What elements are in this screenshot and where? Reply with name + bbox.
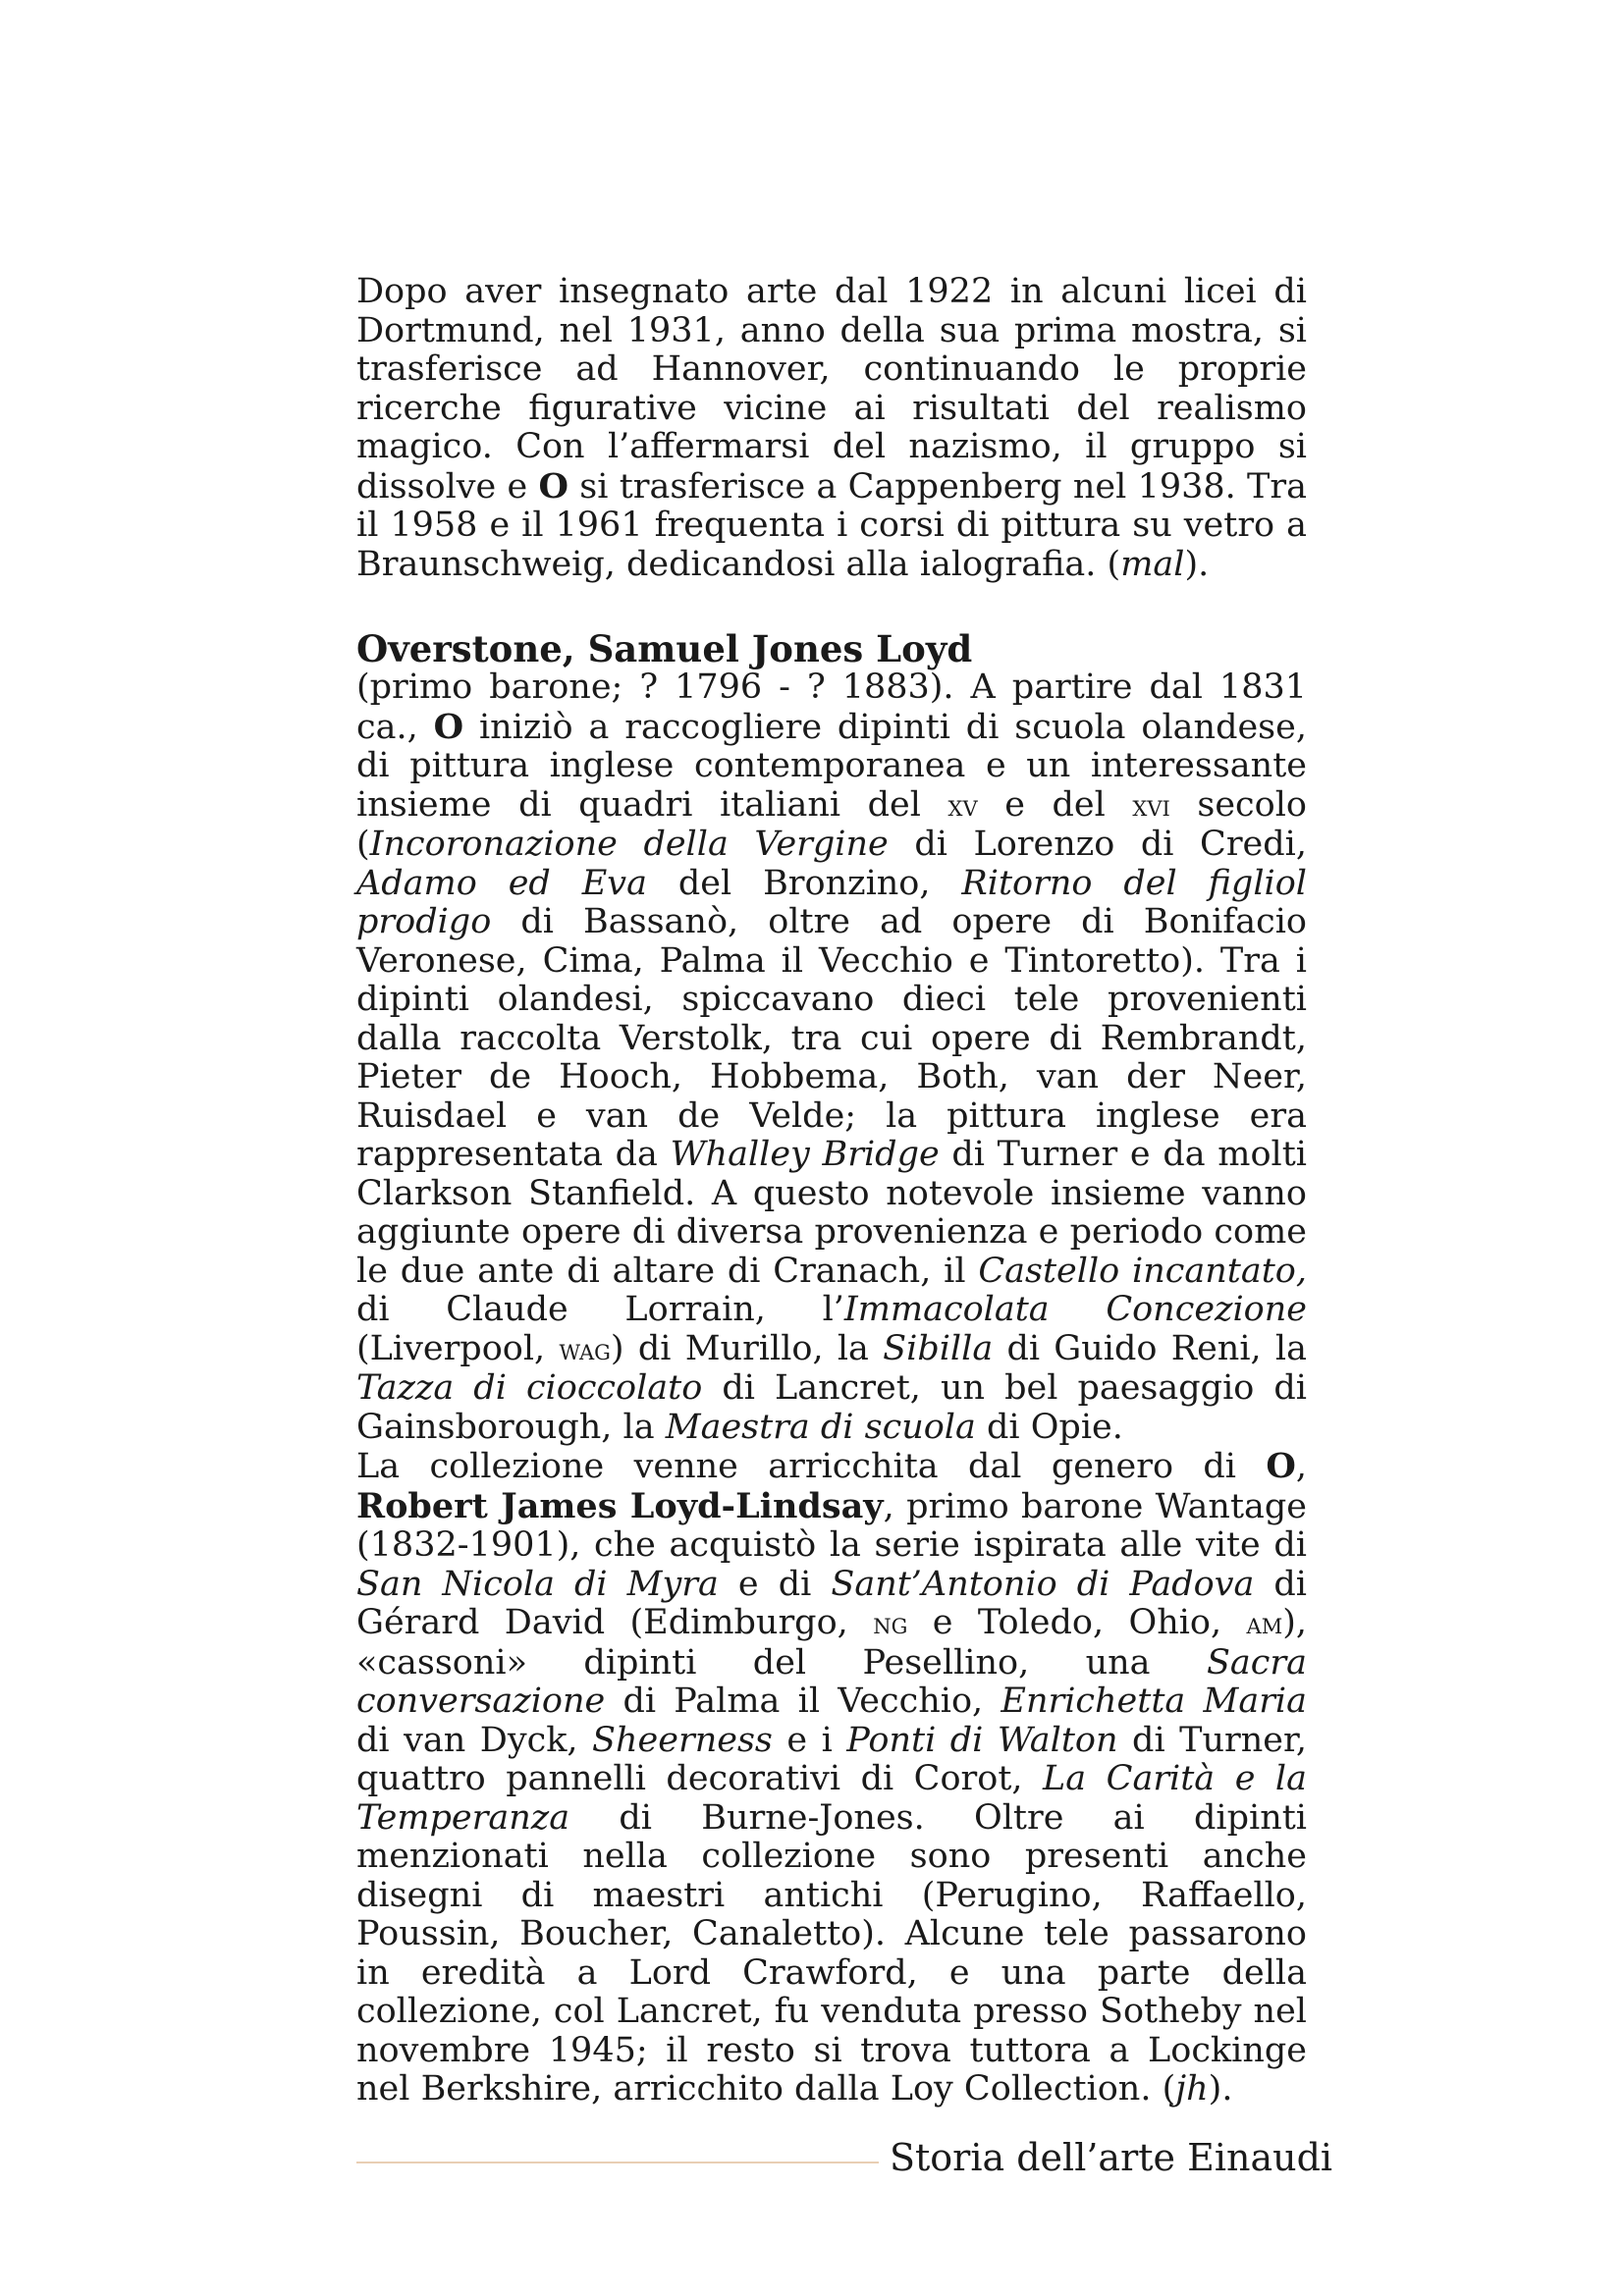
text-run: di Lancret, un bel paesaggio di Gainsborough, la [356,1368,1307,1447]
text-run: ) di Murillo, la [610,1328,884,1368]
previous-entry-paragraph [356,273,1307,584]
artwork-title: Sheerness [592,1720,773,1760]
museum-abbreviation: am [1246,1607,1283,1641]
entry-paragraph-2 [356,1447,1307,2109]
century-numeral: xv [947,788,978,824]
text-run: , [1295,1447,1307,1486]
artwork-title: Sacra conversazione [356,1642,1307,1721]
author-signature: mal [1120,544,1185,584]
text-run: ). [1208,2069,1233,2109]
artwork-title: La Carità e la Temperanza [356,1759,1307,1838]
text-run: e i [772,1720,847,1760]
text-run: del Bronzino, [646,863,962,903]
text-run: iniziò a raccogliere dipinti di scuola olandese, di pittura inglese contemporanea e un interessante insieme di quadri italiani del [356,707,1307,825]
artwork-title: Adamo ed Eva [356,863,647,903]
artwork-title: Incoronazione della Vergine [369,825,889,864]
artwork-title: Ritorno del figliol prodigo [356,863,1307,941]
century-numeral: xvi [1132,788,1170,824]
museum-abbreviation: wag [559,1332,611,1367]
artwork-title: Ponti di Walton [846,1720,1118,1760]
entry-paragraph-1 [356,668,1307,1447]
text-run: , primo barone Wantage (1832-1901), che acquistò la serie ispirata alle vite di [356,1486,1308,1565]
text-run: e del [977,784,1133,825]
text-run: di Opie. [975,1407,1123,1447]
author-signature: jh [1175,2069,1209,2109]
artwork-title: Sibilla [883,1328,994,1368]
text-run: (Liverpool, [356,1328,560,1368]
museum-abbreviation: ng [873,1607,908,1641]
text-run: secolo ( [356,784,1307,864]
text-run: ), «cassoni» dipinti del Pesellino, una [356,1603,1307,1682]
text-run: di Burne-Jones. Oltre ai dipinti menzionati nella collezione sono presenti anche disegni di maestri antichi (Perugino, Raffaello, Poussin, Boucher, Canaletto). Alcune tele passarono in eredità a Lord Crawford, e una parte della collezione, col Lancret, fu venduta presso Sotheby nel novembre 1945; il resto si trova tuttora a Lockinge nel Berkshire, arricchito dalla Loy Collection. ( [356,1797,1307,2109]
artwork-title: Castello incantato, [978,1251,1307,1291]
text-run: di Lorenzo di Credi, [888,825,1307,864]
text-run: si trasferisce a Cappenberg nel 1938. Tra il 1958 e il 1961 frequenta i corsi di pittura su vetro a Braunschweig, dedicandosi alla ialografia. ( [356,466,1307,584]
text-run: di Claude Lorrain, l’ [356,1290,844,1329]
text-run: di van Dyck, [356,1720,593,1760]
text-run: Dopo aver insegnato arte dal 1922 in alcuni licei di Dortmund, nel 1931, anno della sua prima mostra, si trasferisce ad Hannover, continuando le proprie ricerche figurative vicine ai risultati del realismo magico. Con l’affermarsi del nazismo, il gruppo si dissolve e [356,272,1307,507]
artwork-title: Immacolata Concezione [843,1290,1307,1329]
entry-initial: O [433,706,464,747]
text-run: di Turner e da molti Clarkson Stanfield. A questo notevole insieme vanno aggiunte opere di diversa provenienza e periodo come le due ante di altare di Cranach, il [356,1135,1307,1291]
text-run: e di [718,1564,832,1604]
cross-reference-name: Robert James Loyd-Lindsay [356,1485,884,1526]
artwork-title: Tazza di cioccolato [356,1368,703,1408]
artwork-title: San Nicola di Myra [356,1564,719,1604]
footer-rule [356,2162,879,2163]
text-run: di Gérard David (Edimburgo, [356,1564,1307,1642]
text-run: di Bassanò, oltre ad opere di Bonifacio Veronese, Cima, Palma il Vecchio e Tintoretto). Tra i dipinti olandesi, spiccavano dieci tele provenienti dalla raccolta Verstolk, tra cui opere di Rembrandt, Pieter de Hooch, Hobbema, Both, van der Neer, Ruisdael e van de Velde; la pittura inglese era rappresentata da [356,902,1307,1174]
text-run: La collezione venne arricchita dal genero di [356,1447,1267,1486]
text-run: ). [1184,544,1210,584]
text-run: e Toledo, Ohio, [907,1603,1247,1642]
artwork-title: Enrichetta Maria [1001,1682,1307,1721]
artwork-title: Whalley Bridge [670,1135,940,1174]
entry-initial: O [1266,1446,1296,1486]
text-run: (primo barone; ? 1796 - ? 1883). A partire dal 1831 ca., [356,667,1307,747]
artwork-title: Maestra di scuola [665,1407,976,1447]
artwork-title: Sant’Antonio di Padova [831,1564,1255,1604]
text-run: di Palma il Vecchio, [605,1682,1001,1721]
entry-initial: O [538,465,569,507]
text-run: di Guido Reni, la [993,1328,1307,1368]
text-run: di Turner, quattro pannelli decorativi di Corot, [356,1720,1308,1798]
entry-title: Overstone, Samuel Jones Loyd [356,627,973,670]
footer-publication-title: Storia dell’arte Einaudi [890,2136,1333,2179]
page-body [356,273,1307,2109]
